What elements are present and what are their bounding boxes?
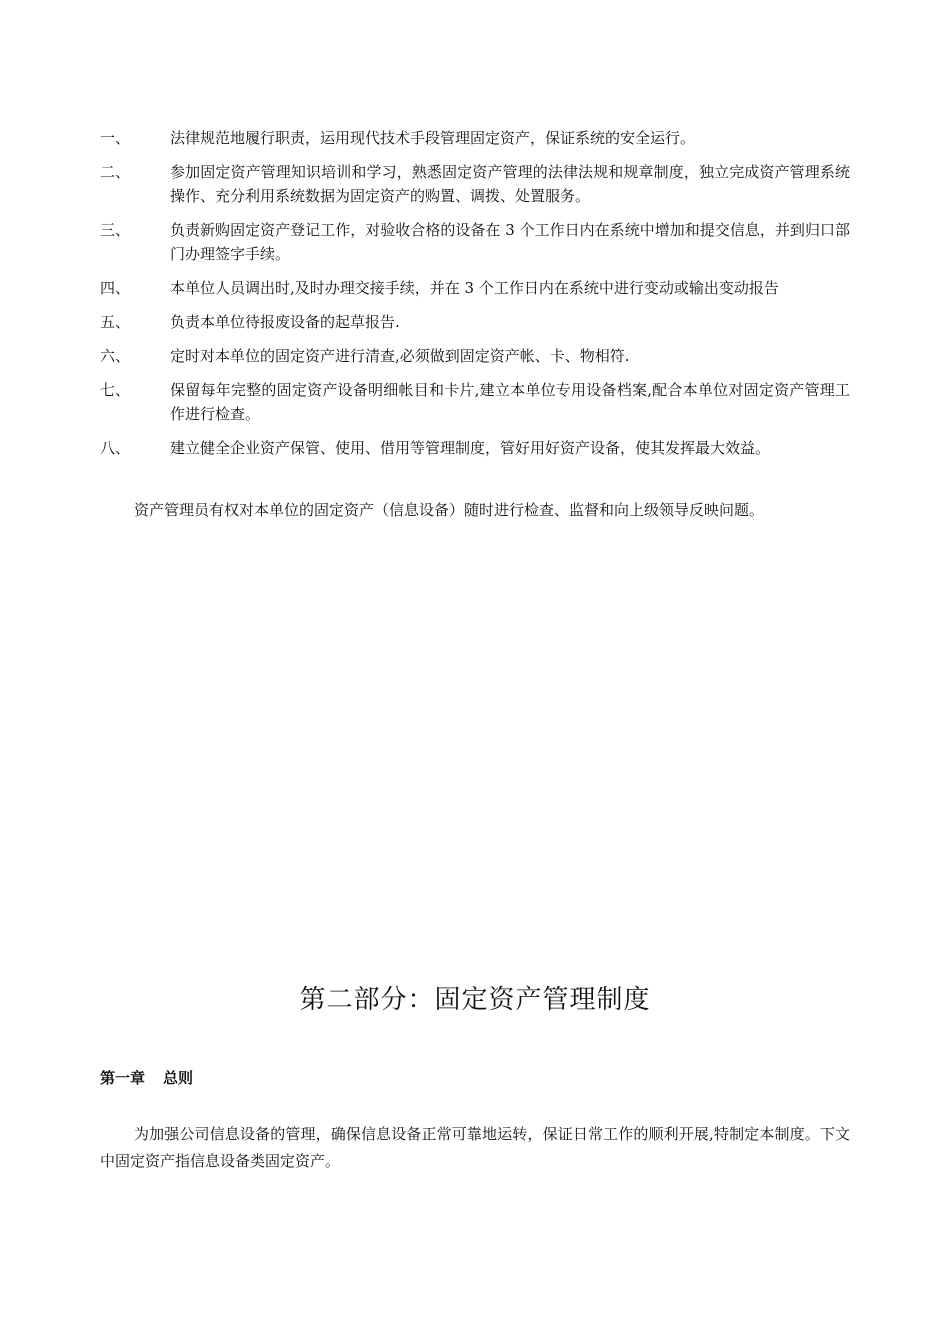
- item-number: 五、: [100, 313, 131, 331]
- chapter-number: 第一章: [100, 1069, 146, 1087]
- item-number: 七、: [100, 381, 131, 399]
- item-number: 三、: [100, 221, 131, 239]
- chapter-heading: [100, 1066, 193, 1090]
- item-number: 六、: [100, 347, 131, 365]
- list-item: [100, 160, 850, 208]
- list-item: [100, 378, 850, 426]
- item-text: 法律规范地履行职责，运用现代技术手段管理固定资产，保证系统的安全运行。: [170, 129, 696, 147]
- item-text: 负责新购固定资产登记工作，对验收合格的设备在 3 个工作日内在系统中增加和提交信息，并到归口部门办理签字手续。: [170, 221, 850, 263]
- item-number: 一、: [100, 129, 131, 147]
- list-item: [100, 436, 850, 460]
- item-text: 负责本单位待报废设备的起草报告.: [170, 313, 400, 331]
- list-item: [100, 344, 850, 368]
- list-item: [100, 276, 850, 300]
- item-number: 八、: [100, 439, 131, 457]
- chapter-title: 总则: [163, 1069, 194, 1087]
- item-text: 参加固定资产管理知识培训和学习，熟悉固定资产管理的法律法规和规章制度，独立完成资产管理系统操作、充分利用系统数据为固定资产的购置、调拨、处置服务。: [170, 163, 850, 205]
- closing-paragraph: 资产管理员有权对本单位的固定资产（信息设备）随时进行检查、监督和向上级领导反映问题。: [134, 501, 765, 519]
- item-number: 四、: [100, 279, 131, 297]
- intro-paragraph: 为加强公司信息设备的管理，确保信息设备正常可靠地运转，保证日常工作的顺利开展,特制定本制度。下文中固定资产指信息设备类固定资产。: [100, 1125, 850, 1170]
- item-text: 保留每年完整的固定资产设备明细帐目和卡片,建立本单位专用设备档案,配合本单位对固定资产管理工作进行检查。: [170, 381, 850, 423]
- duties-list: [100, 126, 850, 470]
- item-text: 定时对本单位的固定资产进行清查,必须做到固定资产帐、卡、物相符.: [170, 347, 630, 365]
- item-text: 本单位人员调出时,及时办理交接手续，并在 3 个工作日内在系统中进行变动或输出变动报告: [170, 279, 779, 297]
- item-text: 建立健全企业资产保管、使用、借用等管理制度，管好用好资产设备，使其发挥最大效益。: [170, 439, 771, 457]
- part-title: 第二部分：固定资产管理制度: [299, 985, 651, 1015]
- list-item: [100, 126, 850, 150]
- list-item: [100, 218, 850, 266]
- item-number: 二、: [100, 163, 131, 181]
- list-item: [100, 310, 850, 334]
